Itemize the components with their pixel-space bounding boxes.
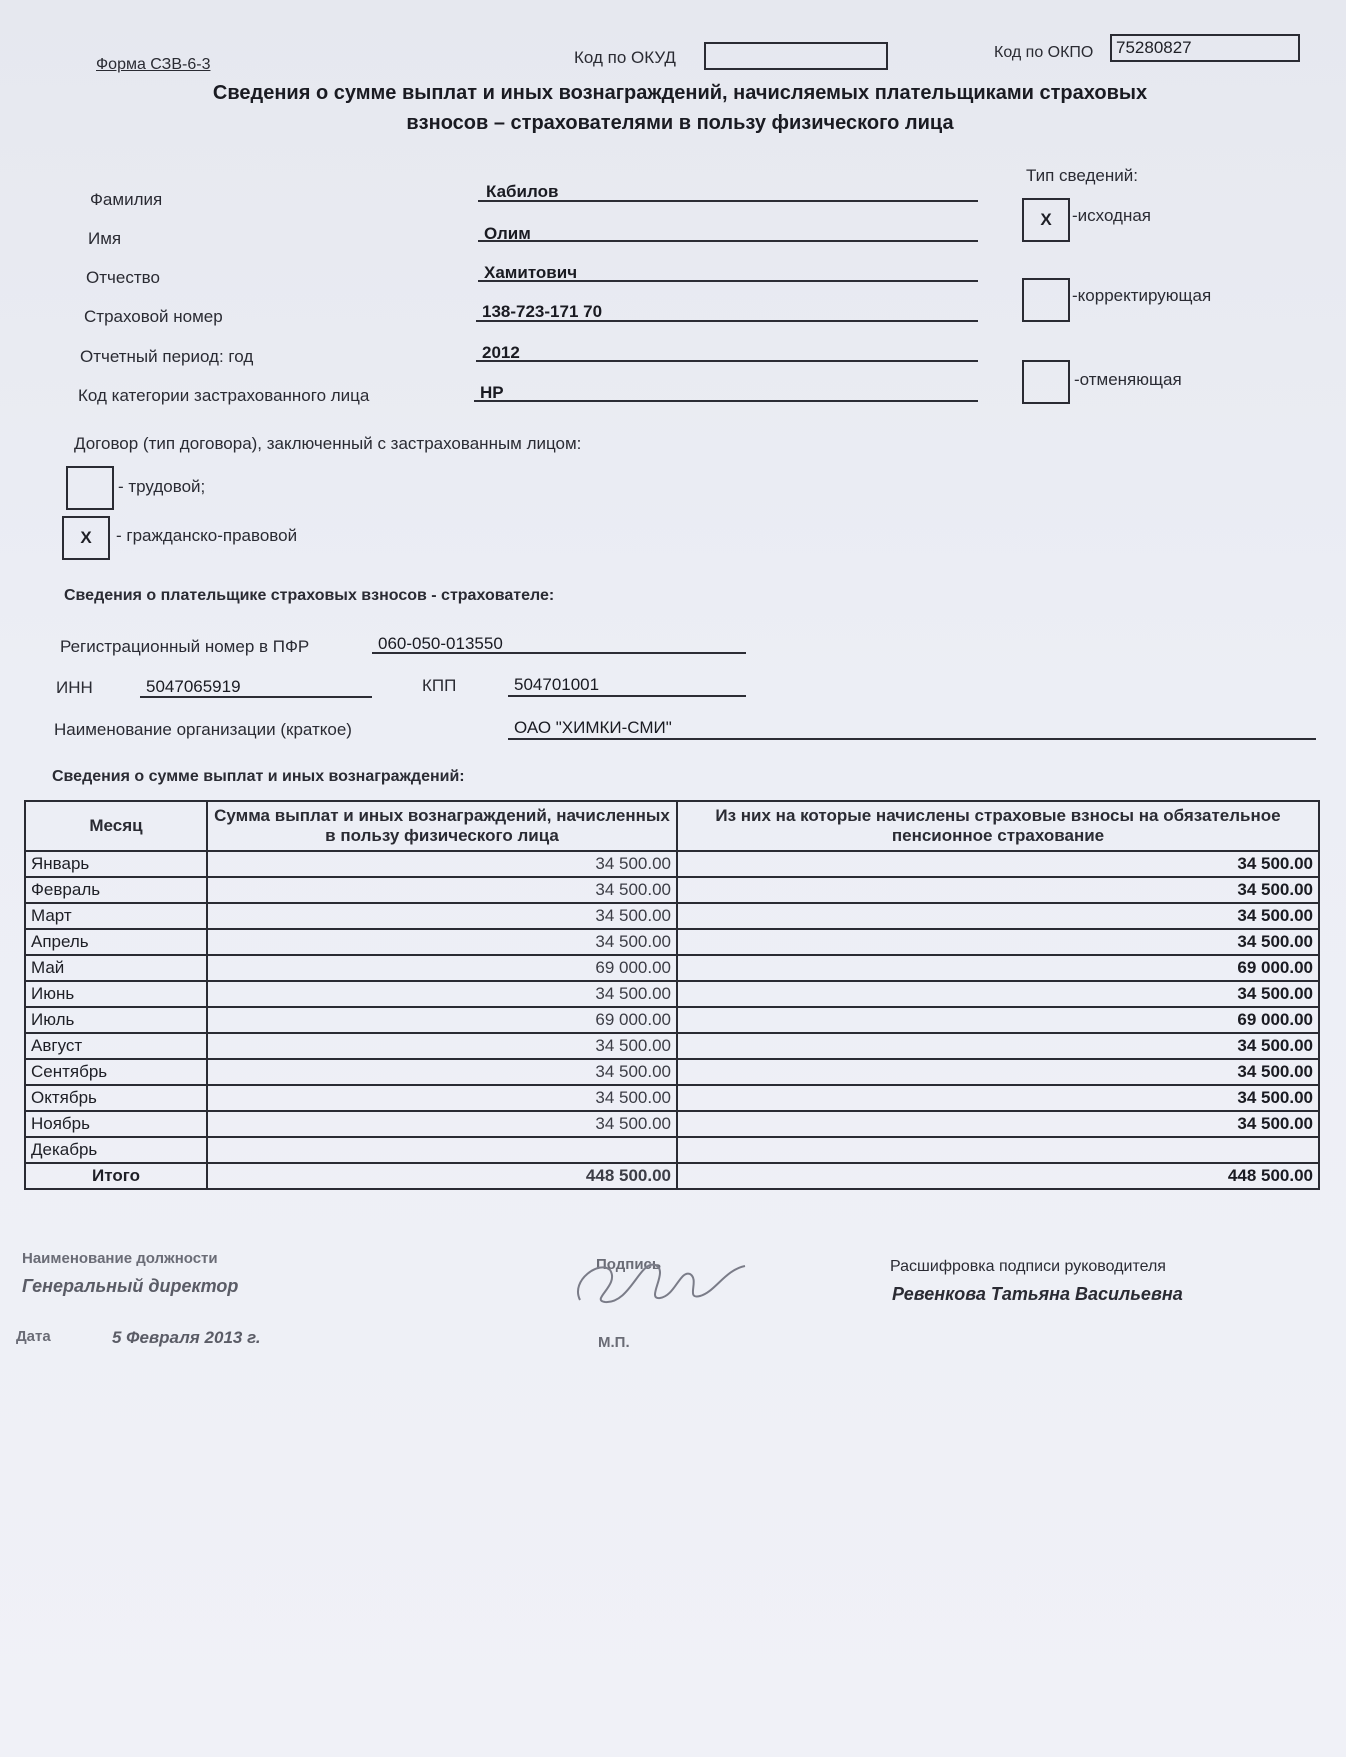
col-sum-header: Сумма выплат и иных вознаграждений, начисленных в пользу физического лица [207, 801, 677, 851]
info-type-cancel-checkbox [1022, 360, 1070, 404]
pension-cell: 34 500.00 [677, 1033, 1319, 1059]
table-row [25, 1137, 1319, 1163]
insurance-number-label: Страховой номер [84, 307, 223, 326]
inn-value: 5047065919 [146, 677, 241, 696]
col-month-header: Месяц [25, 801, 207, 851]
form-title-line2: взносов – страхователями в пользу физического лица [406, 112, 954, 134]
month-cell: Декабрь [25, 1137, 207, 1163]
pension-cell: 34 500.00 [677, 903, 1319, 929]
patronymic-underline [478, 280, 978, 282]
month-cell: Июль [25, 1007, 207, 1033]
insurance-number-value: 138-723-171 70 [482, 302, 603, 321]
total-pension-cell: 448 500.00 [677, 1163, 1319, 1189]
payments-heading: Сведения о сумме выплат и иных вознаграждений: [52, 768, 465, 785]
col-pension-header: Из них на которые начислены страховые взносы на обязательное пенсионное страхование [677, 801, 1319, 851]
okpo-field: 75280827 [1110, 34, 1300, 62]
table-row [25, 1085, 1319, 1111]
pension-cell: 34 500.00 [677, 851, 1319, 877]
signature-scribble [560, 1240, 750, 1320]
reg-number-underline [372, 652, 746, 654]
contract-labor-label: - трудовой; [118, 477, 206, 496]
name-value: Олим [484, 224, 531, 243]
payer-heading: Сведения о плательщике страховых взносов - страхователе: [64, 587, 555, 604]
pension-cell: 34 500.00 [677, 1111, 1319, 1137]
table-row [25, 955, 1319, 981]
info-type-corrective-label: -корректирующая [1072, 286, 1212, 305]
org-name-label: Наименование организации (краткое) [54, 720, 352, 739]
signature-label: Подпись [596, 1256, 662, 1273]
sum-cell: 34 500.00 [207, 981, 677, 1007]
table-row [25, 1059, 1319, 1085]
period-underline [476, 360, 978, 362]
total-row [25, 1163, 1319, 1189]
sum-cell: 69 000.00 [207, 955, 677, 981]
position-label: Наименование должности [22, 1250, 218, 1267]
pension-cell: 34 500.00 [677, 981, 1319, 1007]
kpp-label: КПП [422, 676, 457, 695]
sum-cell: 34 500.00 [207, 1085, 677, 1111]
patronymic-value: Хамитович [484, 263, 578, 282]
month-cell: Февраль [25, 877, 207, 903]
total-sum-cell: 448 500.00 [207, 1163, 677, 1189]
pension-cell: 34 500.00 [677, 1085, 1319, 1111]
pension-cell: 34 500.00 [677, 1059, 1319, 1085]
period-value: 2012 [482, 343, 520, 362]
month-cell: Июнь [25, 981, 207, 1007]
position-value: Генеральный директор [22, 1276, 239, 1296]
contract-labor-checkbox [66, 466, 114, 510]
sum-cell: 69 000.00 [207, 1007, 677, 1033]
sum-cell: 34 500.00 [207, 851, 677, 877]
total-label-cell: Итого [25, 1163, 207, 1189]
org-name-underline [508, 738, 1316, 740]
okpo-label: Код по ОКПО [994, 44, 1094, 61]
okud-field [704, 42, 888, 70]
form-code: Форма СЗВ-6-3 [96, 56, 211, 73]
table-row [25, 929, 1319, 955]
org-name-value: ОАО "ХИМКИ-СМИ" [514, 718, 672, 737]
kpp-value: 504701001 [514, 675, 600, 694]
decode-label: Расшифровка подписи руководителя [890, 1258, 1166, 1275]
date-value: 5 Февраля 2013 г. [112, 1328, 261, 1347]
table-row [25, 851, 1319, 877]
month-cell: Ноябрь [25, 1111, 207, 1137]
table-row [25, 1007, 1319, 1033]
form-title-line1: Сведения о сумме выплат и иных вознаграждений, начисляемых плательщиками страховых [212, 82, 1148, 104]
info-type-corrective-checkbox [1022, 278, 1070, 322]
surname-label: Фамилия [90, 190, 163, 209]
info-type-label: Тип сведений: [1026, 166, 1138, 185]
sum-cell [207, 1137, 677, 1163]
inn-label: ИНН [56, 678, 93, 697]
table-row [25, 1111, 1319, 1137]
category-label: Код категории застрахованного лица [78, 386, 370, 405]
table-row [25, 1033, 1319, 1059]
month-cell: Май [25, 955, 207, 981]
inn-underline [140, 696, 372, 698]
kpp-underline [508, 695, 746, 697]
sum-cell: 34 500.00 [207, 1033, 677, 1059]
contract-civil-label: - гражданско-правовой [116, 526, 298, 545]
pension-cell [677, 1137, 1319, 1163]
sum-cell: 34 500.00 [207, 903, 677, 929]
category-underline [474, 400, 978, 402]
info-type-cancel-label: -отменяющая [1074, 370, 1182, 389]
table-row [25, 877, 1319, 903]
name-label: Имя [88, 229, 122, 248]
date-label: Дата [16, 1328, 51, 1345]
period-label: Отчетный период: год [80, 347, 254, 366]
month-cell: Апрель [25, 929, 207, 955]
month-cell: Март [25, 903, 207, 929]
signer-name: Ревенкова Татьяна Васильевна [892, 1284, 1183, 1304]
sum-cell: 34 500.00 [207, 1111, 677, 1137]
okud-label: Код по ОКУД [574, 48, 676, 67]
payments-header-row [25, 801, 1319, 851]
surname-value: Кабилов [486, 182, 559, 201]
sum-cell: 34 500.00 [207, 929, 677, 955]
reg-number-value: 060-050-013550 [378, 634, 503, 653]
month-cell: Январь [25, 851, 207, 877]
name-underline [478, 240, 978, 242]
pension-cell: 34 500.00 [677, 929, 1319, 955]
table-row [25, 981, 1319, 1007]
surname-underline [478, 200, 978, 202]
month-cell: Октябрь [25, 1085, 207, 1111]
insurance-number-underline [476, 320, 978, 322]
reg-number-label: Регистрационный номер в ПФР [60, 637, 310, 656]
table-row [25, 903, 1319, 929]
patronymic-label: Отчество [86, 268, 160, 287]
sum-cell: 34 500.00 [207, 1059, 677, 1085]
sum-cell: 34 500.00 [207, 877, 677, 903]
pension-cell: 69 000.00 [677, 1007, 1319, 1033]
pension-cell: 69 000.00 [677, 955, 1319, 981]
pension-cell: 34 500.00 [677, 877, 1319, 903]
stamp-label: М.П. [598, 1334, 630, 1351]
contract-label: Договор (тип договора), заключенный с застрахованным лицом: [74, 434, 582, 453]
payments-table [24, 800, 1320, 1190]
contract-civil-checkbox: X [62, 516, 110, 560]
info-type-initial-label: -исходная [1072, 206, 1152, 225]
month-cell: Сентябрь [25, 1059, 207, 1085]
month-cell: Август [25, 1033, 207, 1059]
category-value: НР [480, 383, 504, 402]
info-type-initial-checkbox: X [1022, 198, 1070, 242]
